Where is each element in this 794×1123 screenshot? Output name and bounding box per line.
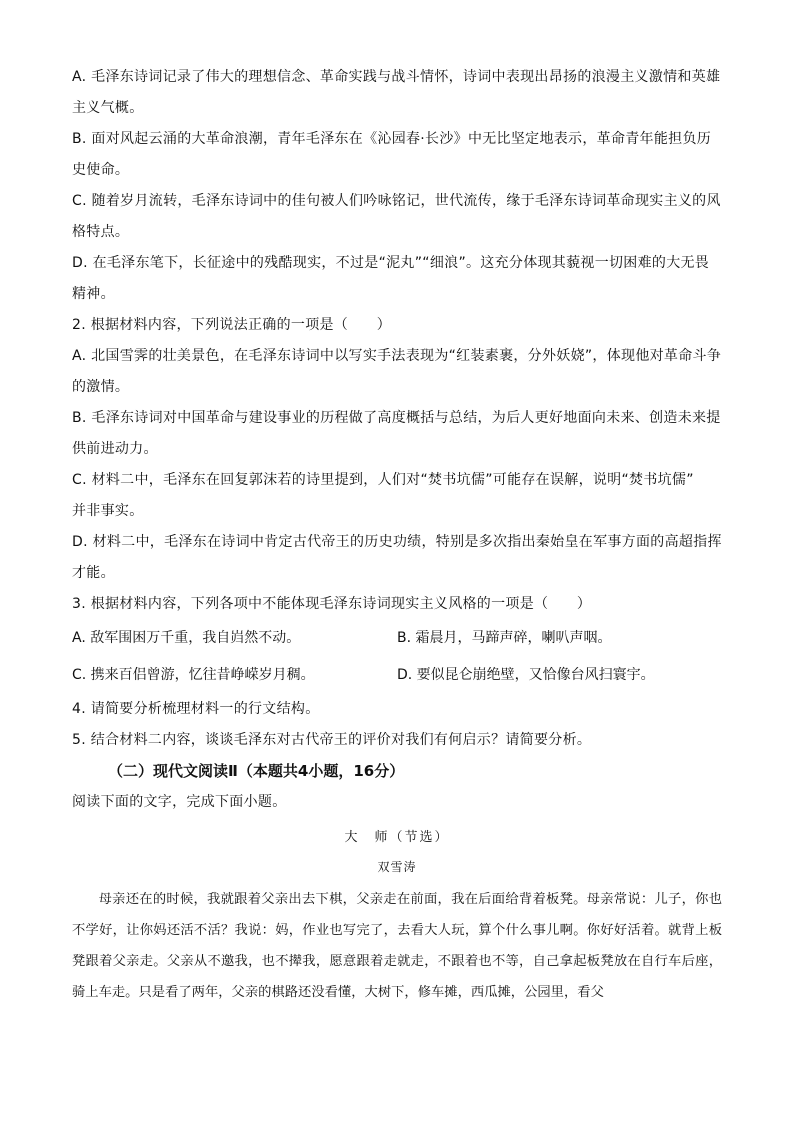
option-line: 才能。 bbox=[72, 565, 115, 581]
question-stem: 3. 根据材料内容，下列各项中不能体现毛泽东诗词现实主义风格的一项是（ ） bbox=[72, 596, 592, 612]
question-2 bbox=[72, 310, 722, 589]
passage-paragraph: 母亲还在的时候，我就跟着父亲出去下棋，父亲走在前面，我在后面给背着板凳。母亲常说：儿子，你也不学好，让你妈还活不活？我说：妈，作业也写完了，去看大人玩，算个什么事儿啊。你好好活着。就背上板凳跟着父亲走。父亲从不邀我，也不撵我，愿意跟着走就走，不跟着也不等，自己拿起板凳放在自行车后座，骑上车走。只是看了两年，父亲的棋路还没看懂，大树下，修车摊，西瓜摊，公园里，看父 bbox=[72, 892, 722, 1000]
option-line: B. 毛泽东诗词对中国革命与建设事业的历程做了高度概括与总结，为后人更好地面向未来、创造未来提 bbox=[72, 410, 721, 426]
passage-author: 双雪涛 bbox=[377, 860, 417, 874]
q1-option-a bbox=[72, 62, 722, 124]
q1-options bbox=[72, 62, 722, 310]
q1-option-c bbox=[72, 186, 722, 248]
question-stem: 2. 根据材料内容，下列说法正确的一项是（ ） bbox=[72, 317, 392, 333]
option-line: A. 毛泽东诗词记录了伟大的理想信念、革命实践与战斗情怀，诗词中表现出昂扬的浪漫主义激情和英雄 bbox=[72, 69, 721, 85]
option-line: 的激情。 bbox=[72, 379, 130, 395]
option-line: C. 随着岁月流转，毛泽东诗词中的佳句被人们吟咏铭记，世代流传，缘于毛泽东诗词革命现实主义的风 bbox=[72, 193, 721, 209]
q3-option-a: A. 敌军围困万千重，我自岿然不动。 bbox=[72, 630, 301, 646]
document-page bbox=[72, 62, 722, 1008]
q1-option-b bbox=[72, 124, 722, 186]
q2-option-a bbox=[72, 341, 722, 403]
option-line: 并非事实。 bbox=[72, 503, 144, 519]
option-line: 精神。 bbox=[72, 286, 115, 302]
option-line: 主义气概。 bbox=[72, 100, 144, 116]
option-line: B. 面对风起云涌的大革命浪潮，青年毛泽东在《沁园春·长沙》中无比坚定地表示，革命青年能担负历 bbox=[72, 131, 712, 147]
passage-body bbox=[72, 884, 722, 1008]
option-line: D. 材料二中，毛泽东在诗词中肯定古代帝王的历史功绩，特别是多次指出秦始皇在军事方面的高超指挥 bbox=[72, 534, 722, 550]
question-5: 5. 结合材料二内容，谈谈毛泽东对古代帝王的评价对我们有何启示？请简要分析。 bbox=[72, 732, 592, 748]
option-line: 格特点。 bbox=[72, 224, 130, 240]
option-line: 史使命。 bbox=[72, 162, 130, 178]
q3-option-b: B. 霜晨月，马蹄声碎，喇叭声咽。 bbox=[397, 630, 612, 646]
q3-option-d: D. 要似昆仑崩绝壁，又恰像台风扫寰宇。 bbox=[397, 667, 655, 683]
option-line: C. 材料二中，毛泽东在回复郭沫若的诗里提到，人们对“焚书坑儒”可能存在误解，说明“焚书坑儒” bbox=[72, 472, 694, 488]
question-3 bbox=[72, 589, 722, 694]
q3-option-c: C. 携来百侣曾游，忆往昔峥嵘岁月稠。 bbox=[72, 667, 315, 683]
q2-option-d bbox=[72, 527, 722, 589]
option-line: 供前进动力。 bbox=[72, 441, 158, 457]
q2-option-c bbox=[72, 465, 722, 527]
option-line: A. 北国雪霁的壮美景色，在毛泽东诗词中以写实手法表现为“红装素裹，分外妖娆”，体现他对革命斗争 bbox=[72, 348, 722, 364]
option-line: D. 在毛泽东笔下，长征途中的残酷现实，不过是“泥丸”“细浪”。这充分体现其藐视一切困难的大无畏 bbox=[72, 255, 710, 271]
q1-option-d bbox=[72, 248, 722, 310]
q3-options-row-1 bbox=[72, 620, 722, 657]
passage-title: 大 师（节选） bbox=[344, 830, 450, 845]
q3-options-row-2 bbox=[72, 657, 722, 694]
q2-option-b bbox=[72, 403, 722, 465]
question-4: 4. 请简要分析梳理材料一的行文结构。 bbox=[72, 701, 320, 717]
reading-instruction: 阅读下面的文字，完成下面小题。 bbox=[72, 794, 287, 810]
section-heading: （二）现代文阅读Ⅱ（本题共4小题，16分） bbox=[108, 762, 405, 780]
